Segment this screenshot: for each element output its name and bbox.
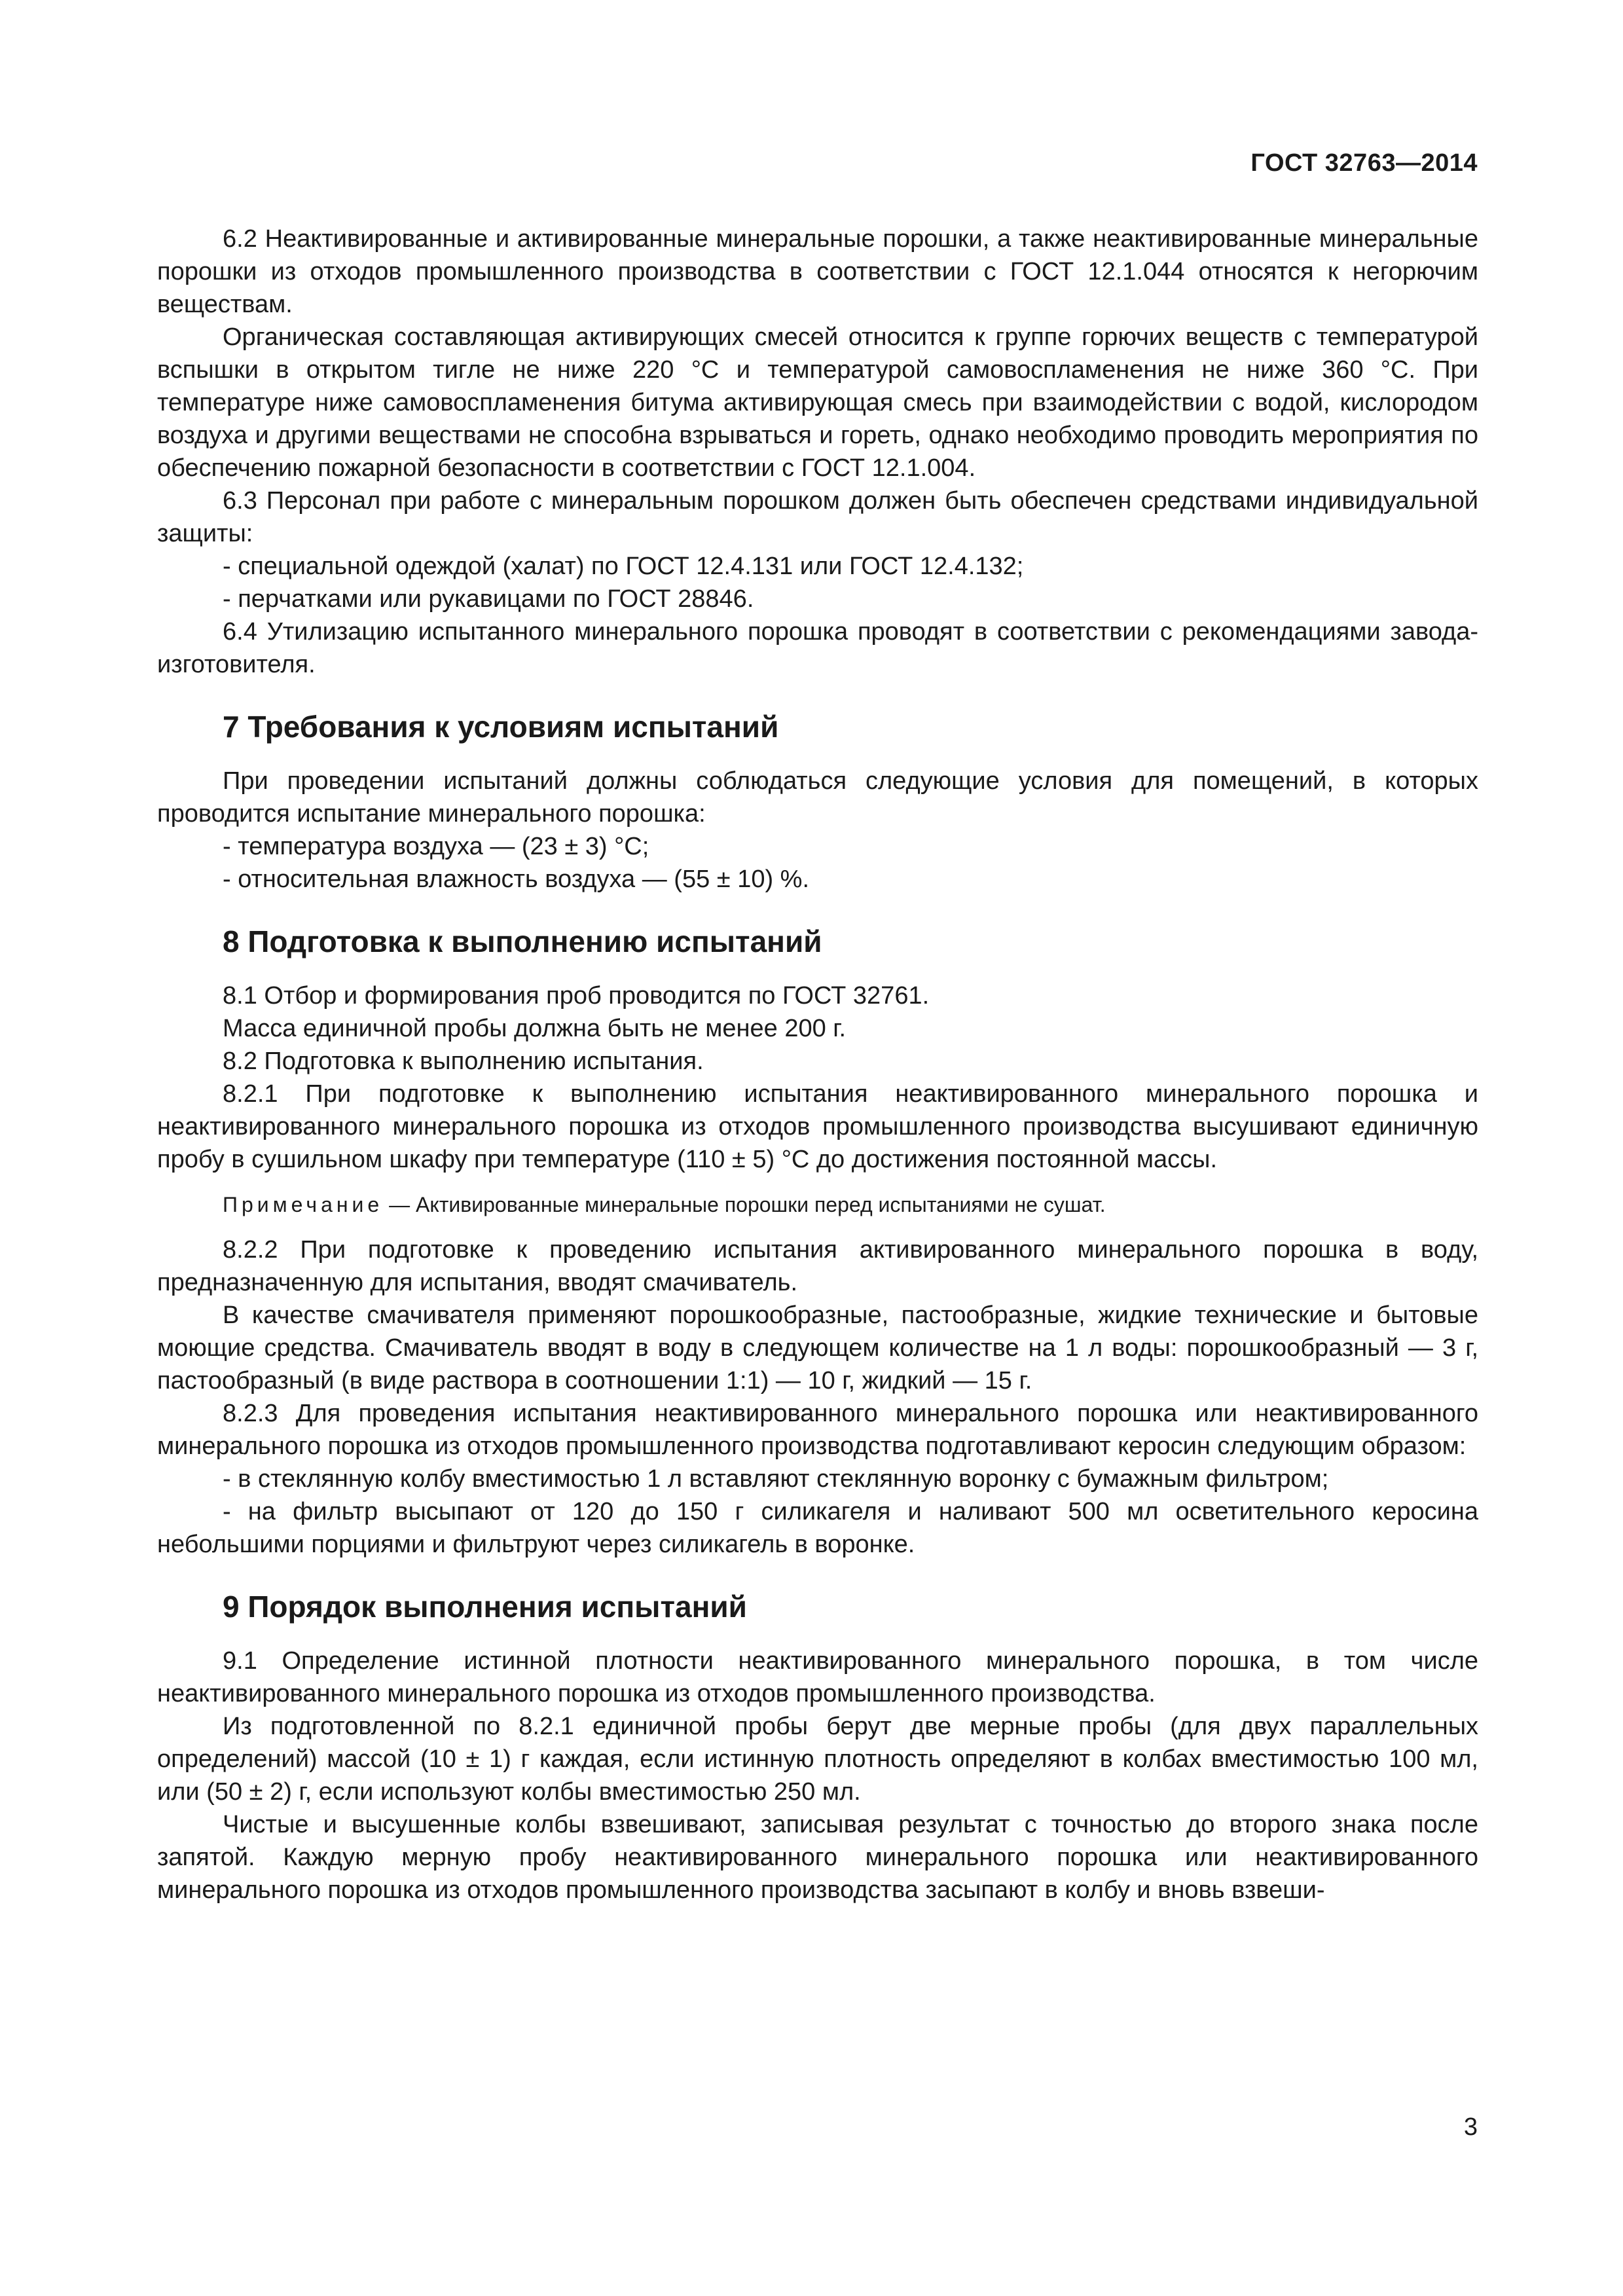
paragraph: 8.2.3 Для проведения испытания неактивированного минерального порошка или неактивированного минерального порошка из отходов промышленного производства подготавливают керосин следующим образом: bbox=[157, 1400, 1478, 1460]
paragraph: 9.1 Определение истинной плотности неактивированного минерального порошка, в том числе неактивированного минерального порошка из отходов промышленного производства. bbox=[157, 1647, 1478, 1707]
note-label: Примечание bbox=[223, 1193, 384, 1216]
paragraph: 6.3 Персонал при работе с минеральным порошком должен быть обеспечен средствами индивидуальной защиты: bbox=[157, 487, 1478, 547]
section-9-title: 9 Порядок выполнения испытаний bbox=[223, 1590, 747, 1624]
paragraph: Масса единичной пробы должна быть не менее 200 г. bbox=[223, 1015, 847, 1042]
section-7-title: 7 Требования к условиям испытаний bbox=[223, 710, 779, 744]
paragraph: В качестве смачивателя применяют порошкообразные, пастообразные, жидкие технические и бытовые моющие средства. Смачиватель вводят в воду в следующем количестве на 1 л воды: порошкообразный — 3 г, пастообразный (в виде раствора в соотношении 1:1) — 10 г, жидкий — 15 г. bbox=[157, 1302, 1478, 1394]
list-item: - на фильтр высыпают от 120 до 150 г силикагеля и наливают 500 мл осветительного керосина небольшими порциями и фильтруют через силикагель в воронке. bbox=[157, 1498, 1478, 1558]
list-item: - относительная влажность воздуха — (55 ± 10) %. bbox=[223, 866, 810, 893]
paragraph: При проведении испытаний должны соблюдаться следующие условия для помещений, в которых проводится испытание минерального порошка: bbox=[157, 767, 1478, 828]
paragraph: Из подготовленной по 8.2.1 единичной пробы берут две мерные пробы (для двух параллельных определений) массой (10 ± 1) г каждая, если истинную плотность определяют в колбах вместимостью 100 мл, или (50 ± 2) г, если используют колбы вместимостью 250 мл. bbox=[157, 1713, 1478, 1806]
list-item: - в стеклянную колбу вместимостью 1 л вставляют стеклянную воронку с бумажным фильтром; bbox=[223, 1465, 1329, 1493]
page-number: 3 bbox=[1463, 2113, 1478, 2141]
paragraph: 8.1 Отбор и формирования проб проводится по ГОСТ 32761. bbox=[223, 982, 930, 1010]
paragraph: 8.2.2 При подготовке к проведению испытания активированного минерального порошка в воду, предназначенную для испытания, вводят смачиватель. bbox=[157, 1236, 1478, 1296]
list-item: - температура воздуха — (23 ± 3) °С; bbox=[223, 833, 649, 860]
section-8-title: 8 Подготовка к выполнению испытаний bbox=[223, 924, 822, 958]
list-item: - специальной одеждой (халат) по ГОСТ 12.4.131 или ГОСТ 12.4.132; bbox=[223, 553, 1024, 580]
list-item: - перчатками или рукавицами по ГОСТ 28846. bbox=[223, 585, 754, 613]
paragraph: 8.2 Подготовка к выполнению испытания. bbox=[223, 1048, 704, 1075]
paragraph: 6.2 Неактивированные и активированные минеральные порошки, а также неактивированные минеральные порошки из отходов промышленного производства в соответствии с ГОСТ 12.1.044 относятся к негорючим веществам. bbox=[157, 225, 1478, 318]
paragraph: Органическая составляющая активирующих смесей относится к группе горючих веществ с температурой вспышки в открытом тигле не ниже 220 °С и температурой самовоспламенения не ниже 360 °С. При температуре ниже самовоспламенения битума активирующая смесь при взаимодействии с водой, кислородом воздуха и другими веществами не способна взрываться и гореть, однако необходимо проводить мероприятия по обеспечению пожарной безопасности в соответствии с ГОСТ 12.1.004. bbox=[157, 323, 1478, 482]
note-text: — Активированные минеральные порошки перед испытаниями не сушат. bbox=[383, 1193, 1106, 1216]
paragraph: Чистые и высушенные колбы взвешивают, записывая результат с точностью до второго знака после запятой. Каждую мерную пробу неактивированного минерального порошка или неактивированного минерального порошка из отходов промышленного производства засыпают в колбу и вновь взвеши- bbox=[157, 1811, 1478, 1904]
document-body bbox=[157, 223, 1478, 1906]
note bbox=[157, 1190, 1478, 1219]
paragraph: 8.2.1 При подготовке к выполнению испытания неактивированного минерального порошка и неактивированного минерального порошка из отходов промышленного производства высушивают единичную пробу в сушильном шкафу при температуре (110 ± 5) °С до достижения постоянной массы. bbox=[157, 1080, 1478, 1173]
paragraph: 6.4 Утилизацию испытанного минерального порошка проводят в соответствии с рекомендациями завода-изготовителя. bbox=[157, 618, 1478, 678]
document-header: ГОСТ 32763—2014 bbox=[1250, 149, 1478, 177]
